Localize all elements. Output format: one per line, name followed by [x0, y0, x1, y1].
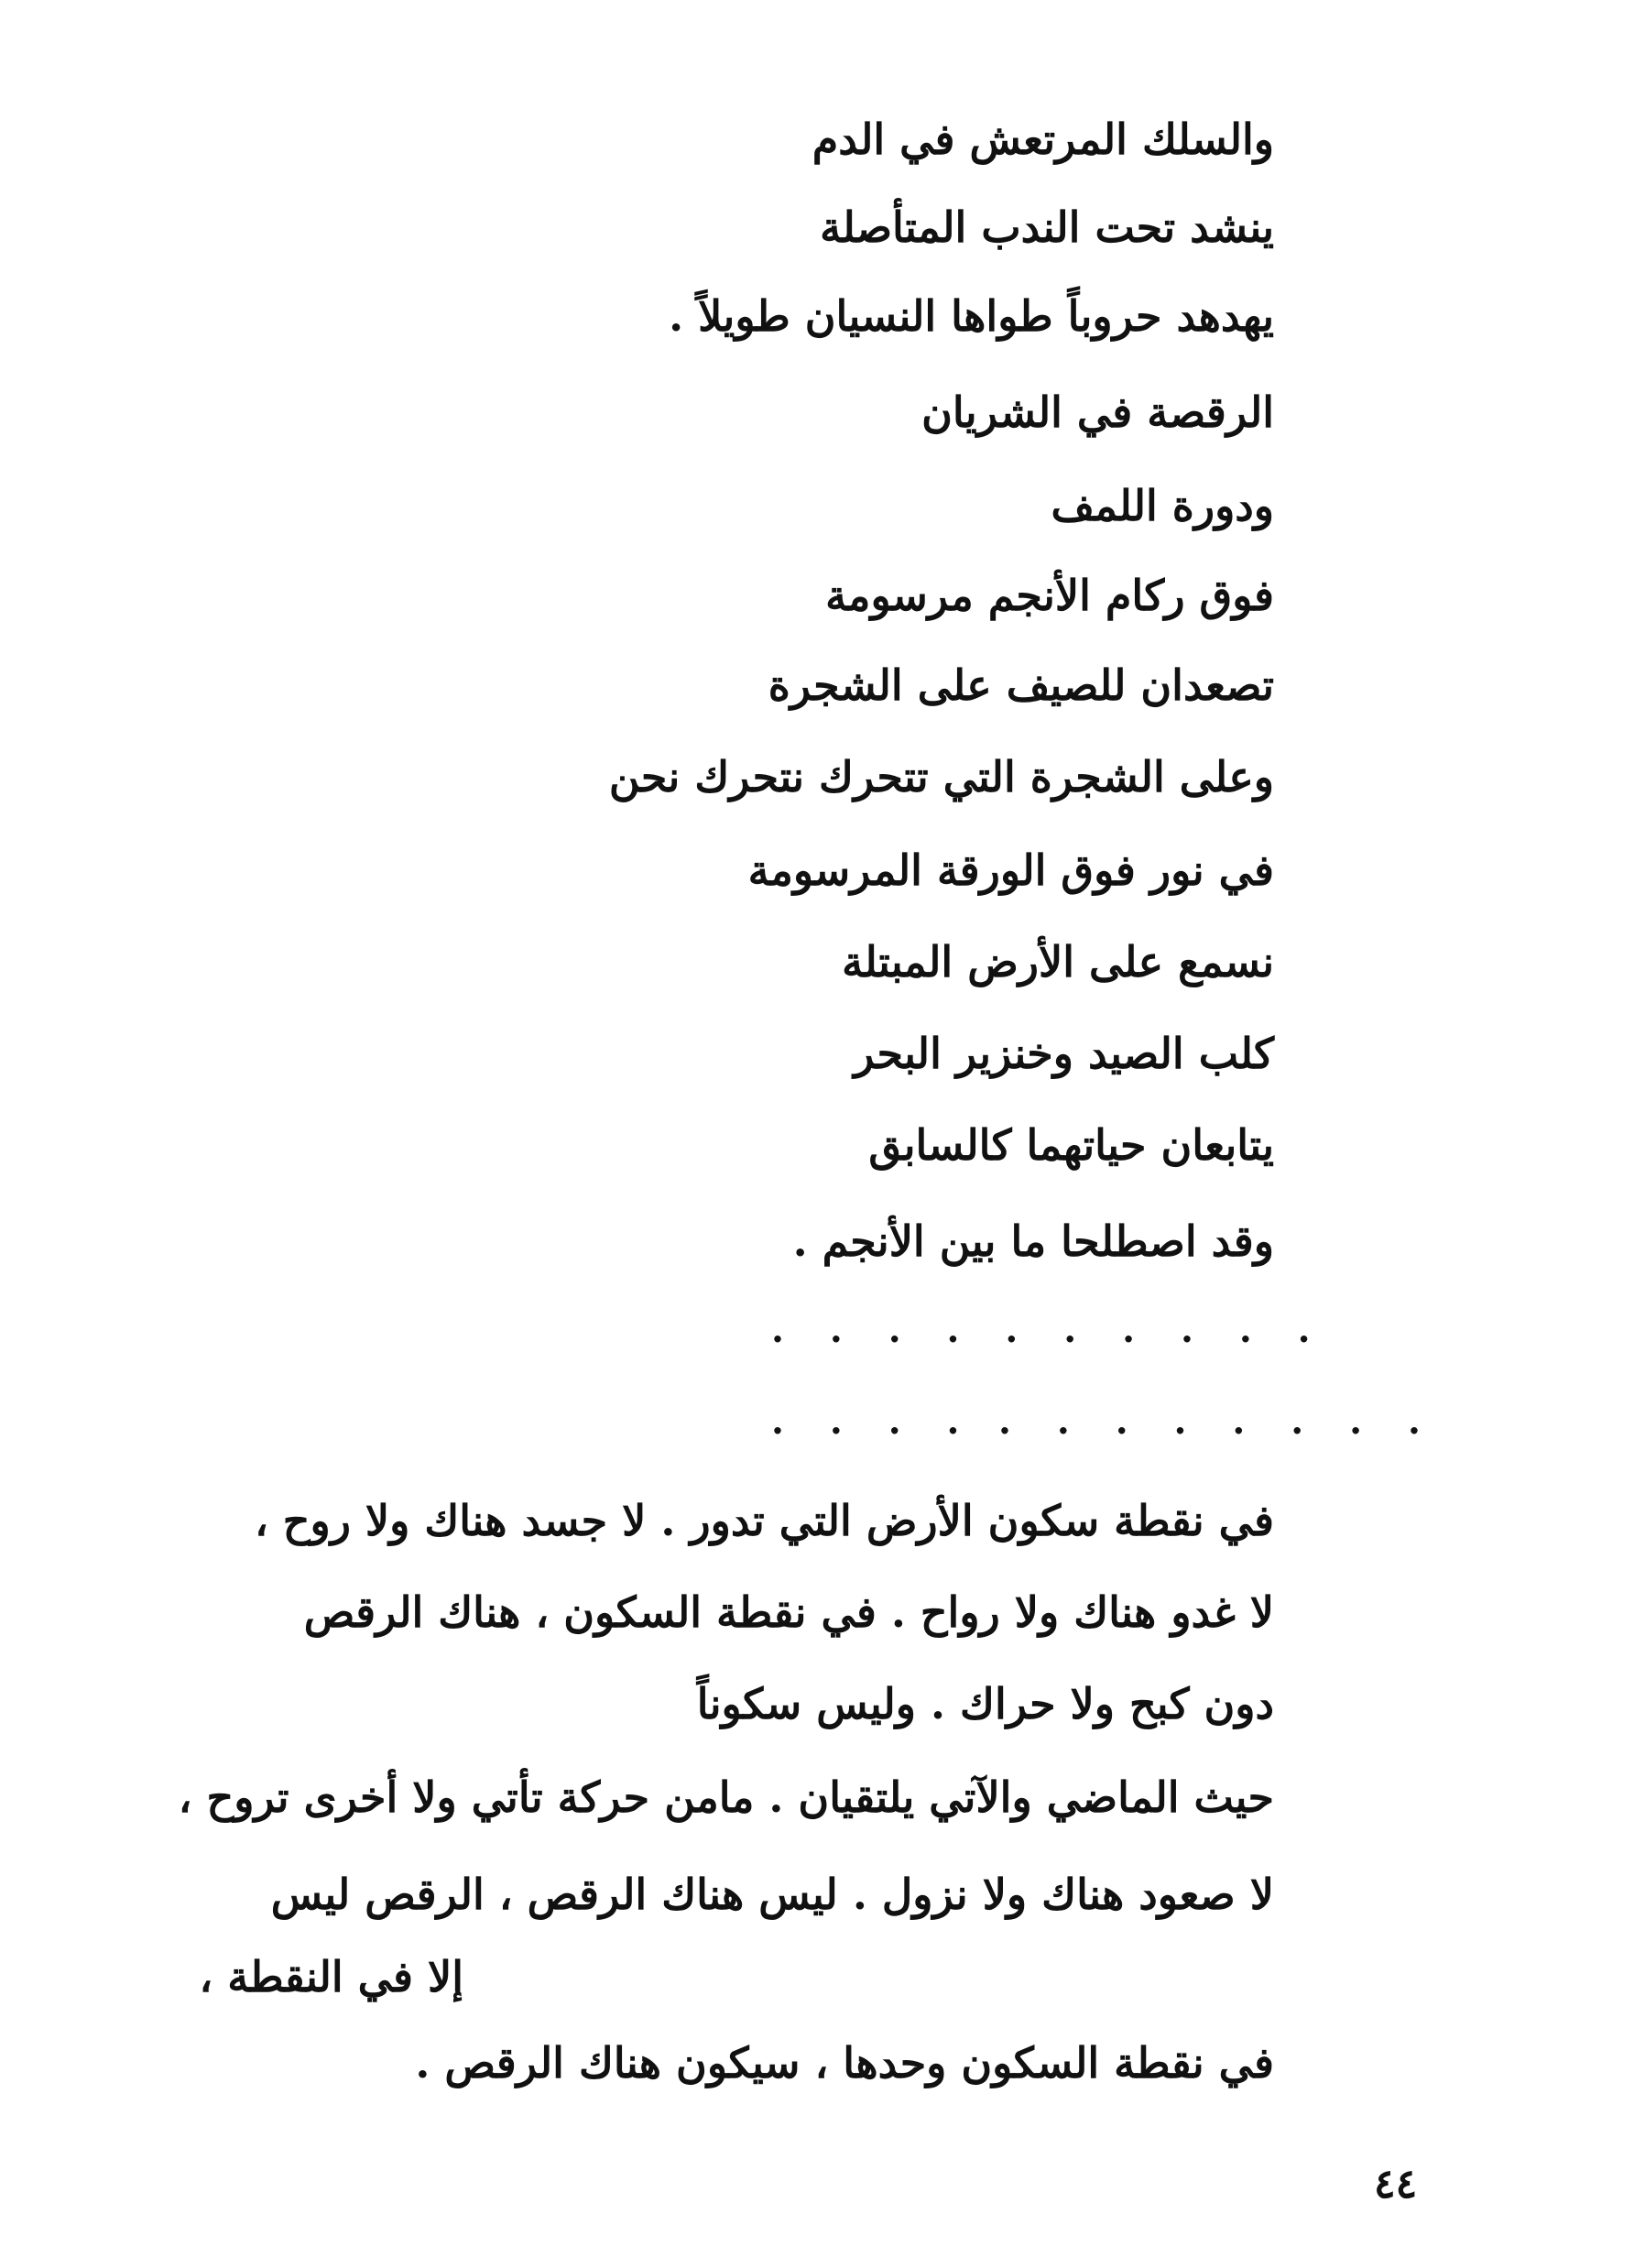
poem-line: تصعدان للصيف على الشجرة [768, 660, 1274, 710]
ellipsis-row: . . . . . . . . [998, 1400, 1437, 1443]
poem-line: ينشد تحت الندب المتأصلة [820, 202, 1274, 252]
poem-line: نسمع على الأرض المبتلة [842, 937, 1274, 987]
poem-line: لا غدو هناك ولا رواح . في نقطة السكون ، هناك الرقص [303, 1587, 1274, 1637]
poem-line: ودورة اللمف [1051, 481, 1274, 530]
poem-line: الرقصة في الشريان [921, 387, 1274, 437]
poem-line: يتابعان حياتهما كالسابق [868, 1120, 1274, 1170]
ellipsis-row: . . . . . . . . . . [771, 1308, 1327, 1351]
poem-line: في نقطة السكون وحدها ، سيكون هناك الرقص . [415, 2038, 1274, 2088]
poem-line: فوق ركام الأنجم مرسومة [825, 571, 1274, 620]
poem-line: في نقطة سكون الأرض التي تدور . لا جسد هناك ولا روح ، [254, 1496, 1274, 1545]
page-number: ٤٤ [1374, 2161, 1418, 2208]
poem-line: وقد اصطلحا ما بين الأنجم . [792, 1216, 1274, 1266]
poem-line: والسلك المرتعش في الدم [812, 114, 1274, 164]
poem-line: كلب الصيد وخنزير البحر [854, 1029, 1274, 1078]
poem-line: حيث الماضي والآتي يلتقيان . مامن حركة تأتي ولا أخرى تروح ، [178, 1772, 1274, 1822]
poem-line: يهدهد حروباً طواها النسيان طويلاً . [669, 291, 1274, 341]
poem-line: لا صعود هناك ولا نزول . ليس هناك الرقص ، الرقص ليس [270, 1870, 1274, 1919]
poem-line: إلا في النقطة ، [199, 1952, 463, 2001]
ellipsis-row: . . . . [771, 1400, 976, 1443]
poem-line: في نور فوق الورقة المرسومة [747, 845, 1274, 895]
poem-line: دون كبح ولا حراك . وليس سكوناً [696, 1679, 1274, 1728]
poem-line: وعلى الشجرة التي تتحرك نتحرك نحن [608, 752, 1274, 801]
